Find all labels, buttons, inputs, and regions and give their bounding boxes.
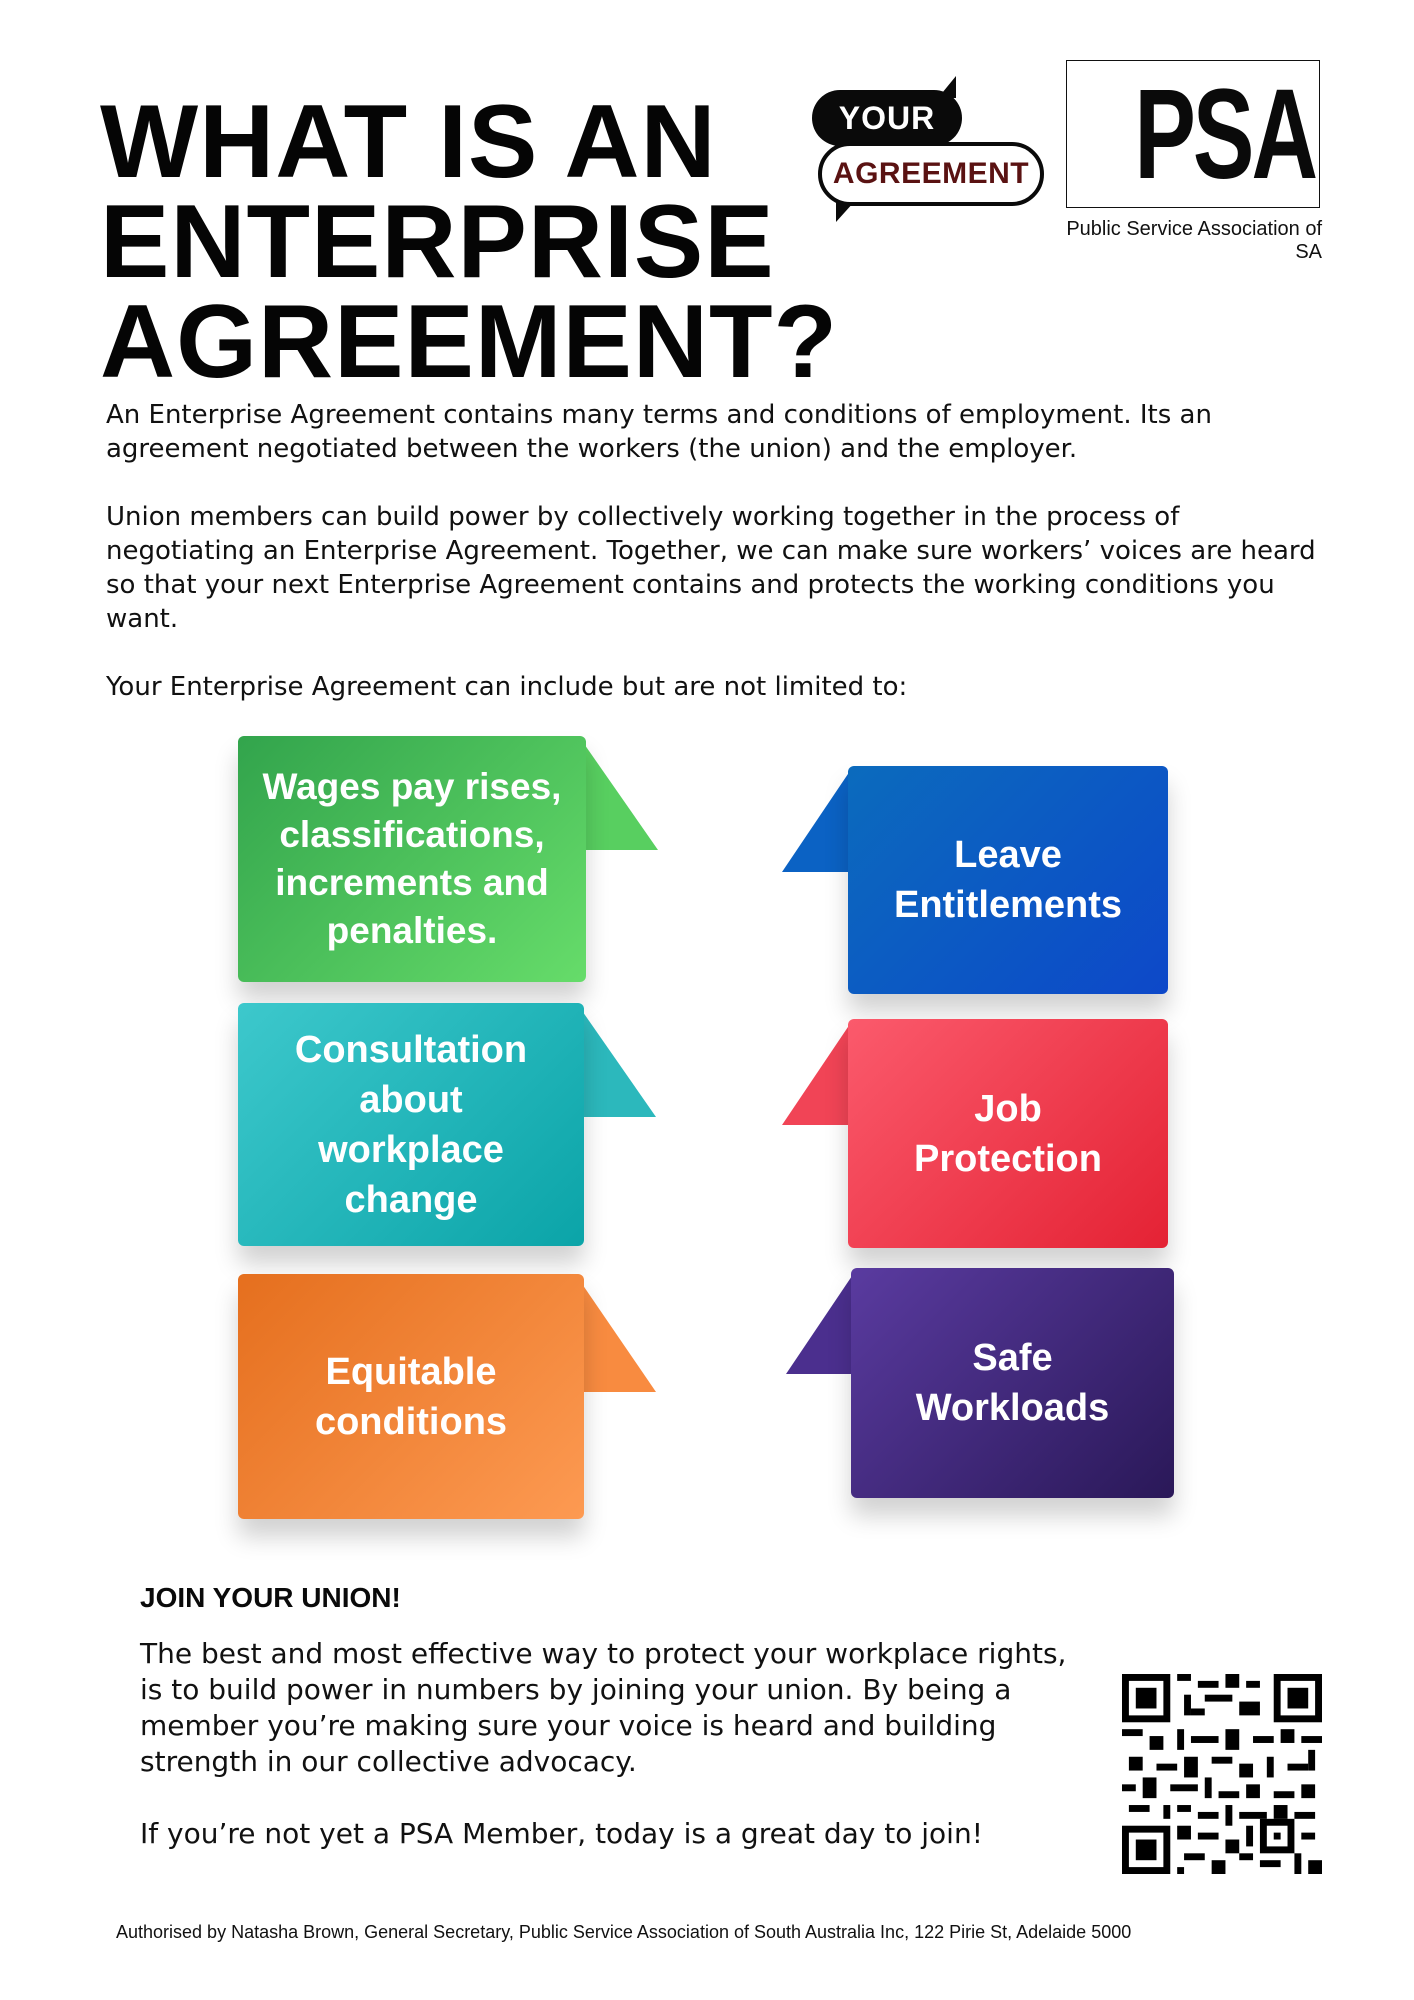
card-wages-flag: [580, 738, 660, 858]
card-equitable: [238, 1274, 584, 1519]
card-equitable-label: Equitable conditions: [314, 1350, 508, 1443]
card-job-flag: [782, 1021, 854, 1131]
your-agreement-logo-bottom: AGREEMENT: [818, 142, 1044, 206]
card-safe-label: Safe Workloads: [915, 1337, 1110, 1429]
card-consultation: [238, 1003, 584, 1246]
card-leave-flag: [782, 768, 854, 878]
intro-paragraph-1: An Enterprise Agreement contains many terms and conditions of employment. Its an agreement negotiated between the workers (the union) and the employer.: [106, 400, 1212, 464]
your-agreement-logo-top: YOUR: [812, 90, 962, 146]
join-paragraph-2: If you’re not yet a PSA Member, today is a great day to join!: [140, 1817, 983, 1850]
title-line-1: WHAT IS AN: [100, 84, 717, 200]
card-safe-flag: [786, 1270, 858, 1380]
card-equitable-flag: [578, 1278, 658, 1398]
card-consultation-label: Consultation about workplace change: [294, 1028, 528, 1221]
psa-logo-subtitle: Public Service Association of SA: [1066, 218, 1322, 263]
page-title: [100, 84, 838, 400]
card-leave-label: Leave Entitlements: [893, 834, 1123, 926]
psa-logo-word: PSA: [1134, 63, 1315, 206]
card-safe: [851, 1268, 1174, 1498]
join-heading: JOIN YOUR UNION!: [140, 1582, 401, 1613]
card-job-label: Job Protection: [914, 1087, 1102, 1180]
title-line-2: ENTERPRISE: [100, 184, 775, 300]
card-wages-label: Wages pay rises, classifications, increments and penalties.: [262, 766, 562, 951]
card-job: [848, 1019, 1168, 1248]
footer-authorisation: Authorised by Natasha Brown, General Secretary, Public Service Association of South Australia Inc, 122 Pirie St, Adelaide 5000: [116, 1922, 1132, 1942]
card-consultation-flag: [578, 1005, 658, 1125]
join-paragraph-1: The best and most effective way to protect your workplace rights, is to build power in numbers by joining your union. By being a member you’re making sure your voice is heard and building strength in our collective advocacy.: [140, 1637, 1067, 1778]
your-agreement-logo: [808, 70, 1052, 220]
title-line-3: AGREEMENT?: [100, 284, 838, 400]
qr-code-icon[interactable]: [1122, 1674, 1322, 1874]
intro-paragraph-2: Union members can build power by collectively working together in the process of negotiating an Enterprise Agreement. Together, we can make sure workers’ voices are heard so that your next Enterprise Agreement contains and protects the working conditions you want.: [106, 502, 1316, 634]
card-leave: [848, 766, 1168, 994]
psa-logo: [1066, 60, 1320, 208]
intro-paragraph-3: Your Enterprise Agreement can include but are not limited to:: [106, 672, 908, 702]
card-wages: [238, 736, 586, 982]
